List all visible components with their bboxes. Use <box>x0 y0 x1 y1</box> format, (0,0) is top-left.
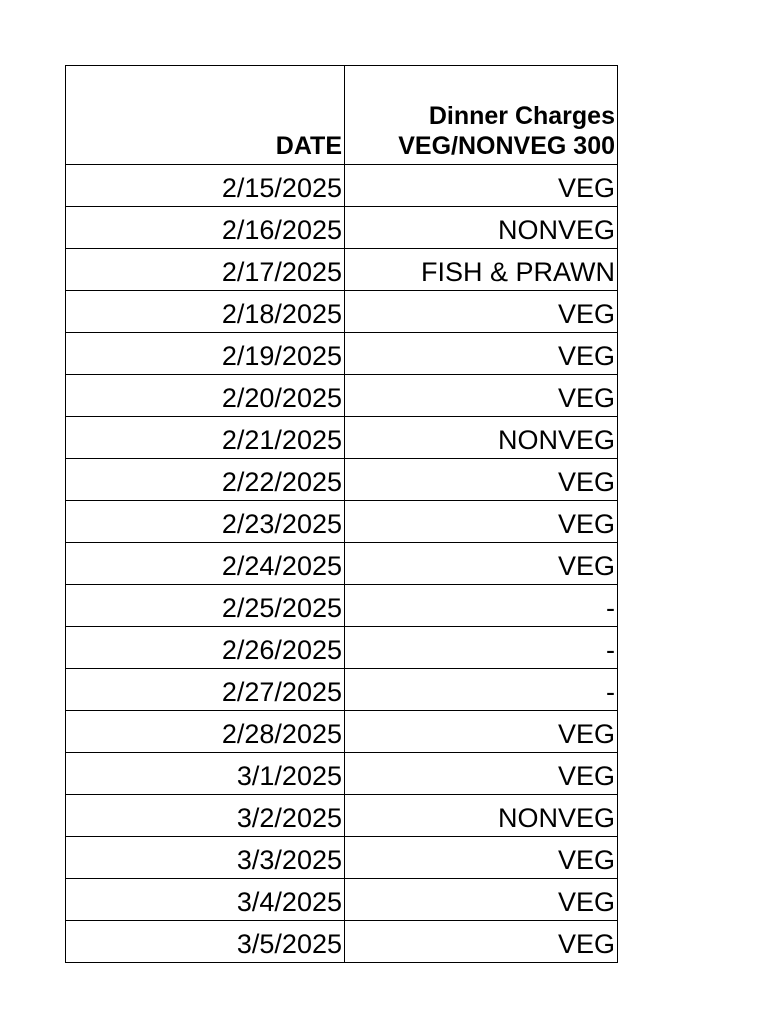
dinner-cell[interactable]: VEG <box>345 291 618 333</box>
table-body <box>66 165 618 963</box>
dinner-cell[interactable]: VEG <box>345 459 618 501</box>
table-row <box>66 753 618 795</box>
dinner-cell[interactable]: VEG <box>345 837 618 879</box>
dinner-charges-table <box>65 65 618 963</box>
table-row <box>66 921 618 963</box>
table-row <box>66 837 618 879</box>
table-row <box>66 795 618 837</box>
header-date-label: DATE <box>275 132 342 160</box>
table-row <box>66 333 618 375</box>
date-cell[interactable]: 2/28/2025 <box>66 711 345 753</box>
date-cell[interactable]: 2/21/2025 <box>66 417 345 459</box>
date-cell[interactable]: 2/27/2025 <box>66 669 345 711</box>
table-row <box>66 249 618 291</box>
table-row <box>66 627 618 669</box>
dinner-cell[interactable]: NONVEG <box>345 795 618 837</box>
spreadsheet-sheet <box>65 65 617 963</box>
table-row <box>66 417 618 459</box>
table-row <box>66 207 618 249</box>
dinner-cell[interactable]: VEG <box>345 375 618 417</box>
date-cell[interactable]: 2/15/2025 <box>66 165 345 207</box>
dinner-cell[interactable]: NONVEG <box>345 417 618 459</box>
date-cell[interactable]: 2/20/2025 <box>66 375 345 417</box>
date-cell[interactable]: 3/2/2025 <box>66 795 345 837</box>
dinner-cell[interactable]: VEG <box>345 879 618 921</box>
dinner-cell[interactable]: FISH & PRAWN <box>345 249 618 291</box>
table-row <box>66 165 618 207</box>
dinner-cell[interactable]: VEG <box>345 165 618 207</box>
dinner-cell[interactable]: - <box>345 627 618 669</box>
dinner-cell[interactable]: VEG <box>345 711 618 753</box>
table-row <box>66 375 618 417</box>
date-cell[interactable]: 2/19/2025 <box>66 333 345 375</box>
date-cell[interactable]: 2/26/2025 <box>66 627 345 669</box>
dinner-cell[interactable]: VEG <box>345 333 618 375</box>
table-row <box>66 543 618 585</box>
date-cell[interactable]: 3/1/2025 <box>66 753 345 795</box>
header-dinner-line1: Dinner Charges <box>428 102 615 130</box>
table-row <box>66 879 618 921</box>
table-row <box>66 669 618 711</box>
dinner-cell[interactable]: NONVEG <box>345 207 618 249</box>
dinner-cell[interactable]: VEG <box>345 543 618 585</box>
date-cell[interactable]: 3/3/2025 <box>66 837 345 879</box>
table-row <box>66 459 618 501</box>
header-dinner-charges[interactable] <box>345 66 618 165</box>
dinner-cell[interactable]: VEG <box>345 921 618 963</box>
header-date[interactable] <box>66 66 345 165</box>
date-cell[interactable]: 2/24/2025 <box>66 543 345 585</box>
table-row <box>66 291 618 333</box>
table-row <box>66 585 618 627</box>
date-cell[interactable]: 2/23/2025 <box>66 501 345 543</box>
date-cell[interactable]: 2/22/2025 <box>66 459 345 501</box>
date-cell[interactable]: 3/5/2025 <box>66 921 345 963</box>
dinner-cell[interactable]: VEG <box>345 501 618 543</box>
date-cell[interactable]: 2/16/2025 <box>66 207 345 249</box>
dinner-cell[interactable]: - <box>345 669 618 711</box>
date-cell[interactable]: 3/4/2025 <box>66 879 345 921</box>
date-cell[interactable]: 2/18/2025 <box>66 291 345 333</box>
date-cell[interactable]: 2/25/2025 <box>66 585 345 627</box>
date-cell[interactable]: 2/17/2025 <box>66 249 345 291</box>
table-row <box>66 501 618 543</box>
header-dinner-line2: VEG/NONVEG 300 <box>398 132 615 160</box>
dinner-cell[interactable]: VEG <box>345 753 618 795</box>
header-row <box>66 66 618 165</box>
dinner-cell[interactable]: - <box>345 585 618 627</box>
table-row <box>66 711 618 753</box>
